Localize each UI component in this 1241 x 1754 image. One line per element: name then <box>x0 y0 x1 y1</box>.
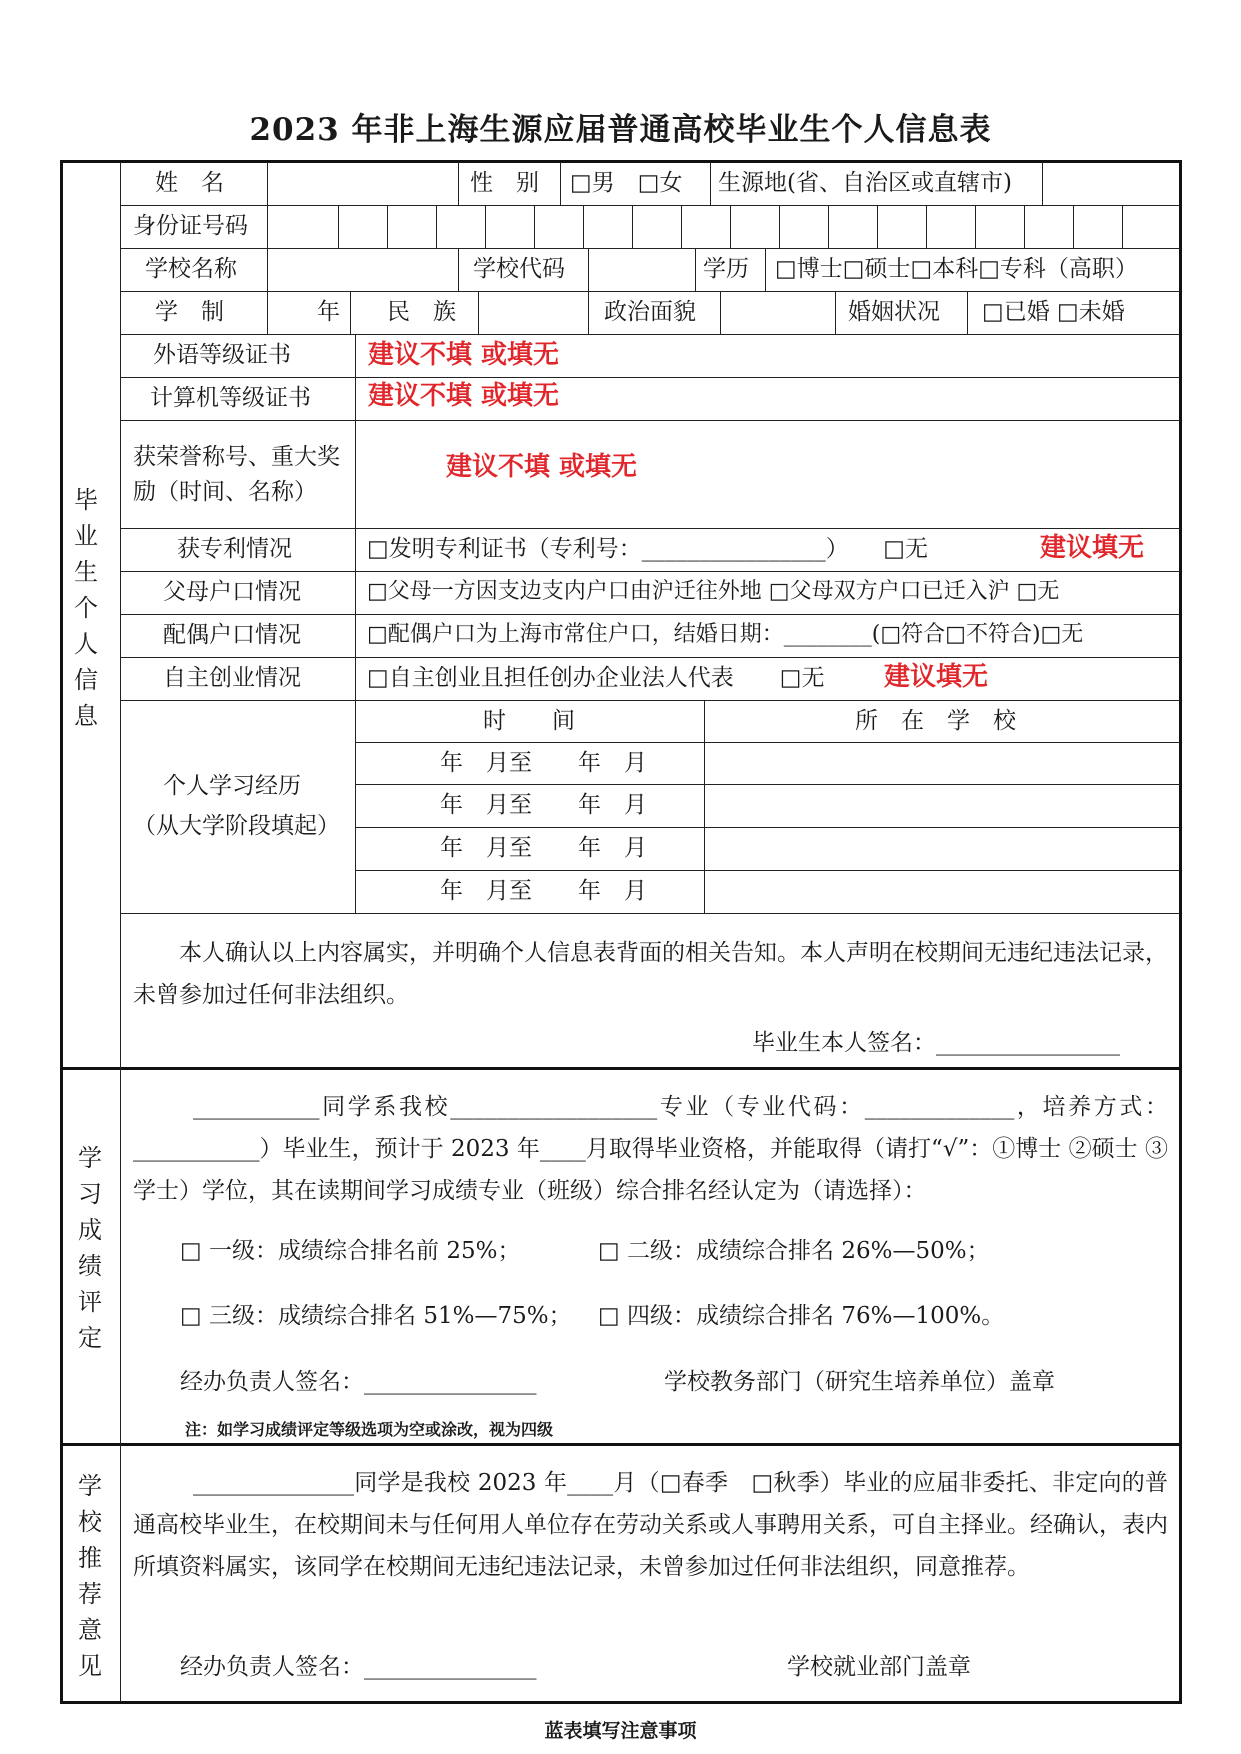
patent-label: 获专利情况 <box>177 536 292 562</box>
origin-label: 生源地(省、自治区或直辖市) <box>718 170 1012 196</box>
level3-option[interactable]: □ 三级：成绩综合排名 51%—75%； <box>180 1303 572 1329</box>
duration-label: 学 制 <box>155 299 224 325</box>
marital-options[interactable]: □已婚 □未婚 <box>982 299 1125 325</box>
political-label: 政治面貌 <box>604 299 696 325</box>
parents-hukou-value[interactable]: □父母一方因支边支内户口由沪迁往外地 □父母双方户口已迁入沪 □无 <box>367 579 1060 604</box>
study-label-line1: 个人学习经历 <box>163 773 301 799</box>
parents-hukou-label: 父母户口情况 <box>163 579 301 605</box>
name-field[interactable] <box>268 166 458 202</box>
level2-option[interactable]: □ 二级：成绩综合排名 26%—50%； <box>598 1238 990 1264</box>
computer-cert-label: 计算机等级证书 <box>150 385 311 411</box>
id-number-label: 身份证号码 <box>133 213 248 239</box>
page-title: 2023 年非上海生源应届普通高校毕业生个人信息表 <box>249 112 992 148</box>
year-unit: 年 <box>317 299 340 325</box>
level1-option[interactable]: □ 一级：成绩综合排名前 25%； <box>180 1238 521 1264</box>
time-row: 年 月至 年 月 <box>440 792 647 818</box>
section-divider <box>60 1067 1182 1070</box>
patent-hint: 建议填无 <box>1040 533 1145 563</box>
marital-label: 婚姻状况 <box>848 299 940 325</box>
school-name-label: 学校名称 <box>145 256 237 282</box>
study-label-line2: （从大学阶段填起） <box>133 813 340 839</box>
graduate-signature[interactable]: 毕业生本人签名：________________ <box>752 1030 1120 1056</box>
startup-label: 自主创业情况 <box>163 665 301 691</box>
school-code-label: 学校代码 <box>473 256 565 282</box>
recommendation-paragraph: ______________同学是我校 2023 年____月（□春季 □秋季）毕业的应届非委托、非定向的普通高校毕业生，在校期间未与任何用人单位存在劳动关系或人事聘用关系，可自主择业。经确认，表内所填资料属实，该同学在校期间无违纪违法记录，未曾参加过任何非法组织，同意推荐。 <box>133 1470 1168 1580</box>
declaration-text: 本人确认以上内容属实，并明确个人信息表背面的相关告知。本人声明在校期间无违纪违法记录，未曾参加过任何非法组织。 <box>133 940 1168 1008</box>
time-row: 年 月至 年 月 <box>440 835 647 861</box>
name-label: 姓 名 <box>155 170 224 196</box>
school-header: 所 在 学 校 <box>855 708 1016 734</box>
language-cert-hint: 建议不填 或填无 <box>368 340 560 370</box>
honors-hint: 建议不填 或填无 <box>446 452 638 482</box>
employment-stamp-label: 学校就业部门盖章 <box>787 1654 971 1680</box>
spouse-hukou-value[interactable]: □配偶户口为上海市常住户口，结婚日期：________(□符合□不符合)□无 <box>367 622 1084 647</box>
recommendation-signer[interactable]: 经办负责人签名：_______________ <box>180 1654 537 1680</box>
section-label-school-recommendation: 学 校 推 荐 意 见 <box>78 1472 102 1680</box>
footer-title: 蓝表填写注意事项 <box>544 1720 697 1742</box>
level4-option[interactable]: □ 四级：成绩综合排名 76%—100%。 <box>598 1303 1005 1329</box>
time-row: 年 月至 年 月 <box>440 750 647 776</box>
academic-signer[interactable]: 经办负责人签名：_______________ <box>180 1369 537 1395</box>
label-column-line <box>120 162 121 1702</box>
degree-options[interactable]: □博士□硕士□本科□专科（高职） <box>775 256 1138 282</box>
honors-label-line1: 获荣誉称号、重大奖 <box>133 444 340 470</box>
section-label-academic-evaluation: 学 习 成 绩 评 定 <box>78 1144 102 1352</box>
computer-cert-hint: 建议不填 或填无 <box>368 381 560 411</box>
startup-value[interactable]: □自主创业且担任创办企业法人代表 □无 <box>367 665 825 691</box>
section-label-graduate-info: 毕 业 生 个 人 信 息 <box>74 486 98 730</box>
startup-hint: 建议填无 <box>884 662 989 692</box>
time-row: 年 月至 年 月 <box>440 878 647 904</box>
patent-value[interactable]: □发明专利证书（专利号：________________） □无 <box>367 536 928 562</box>
academic-stamp-label: 学校教务部门（研究生培养单位）盖章 <box>664 1369 1055 1395</box>
honors-label-line2: 励（时间、名称） <box>133 479 317 505</box>
ethnicity-label: 民 族 <box>387 299 456 325</box>
degree-label: 学历 <box>703 256 749 282</box>
academic-evaluation-paragraph: ___________同学系我校__________________专业（专业代码：_____________，培养方式：___________）毕业生，预计于 2023 年____月取得毕业资格，并能取得（请打“√”：①博士 ②硕士 ③学士）学位，其在读期间学习成绩专业（班级）综合排名经认定为（请选择）： <box>133 1094 1168 1204</box>
gender-label: 性 别 <box>470 170 539 196</box>
gender-options[interactable]: □男 □女 <box>570 170 683 196</box>
academic-note: 注：如学习成绩评定等级选项为空或涂改，视为四级 <box>185 1420 554 1439</box>
section-divider <box>60 1443 1182 1446</box>
spouse-hukou-label: 配偶户口情况 <box>163 622 301 648</box>
time-header: 时 间 <box>483 708 575 734</box>
language-cert-label: 外语等级证书 <box>153 342 291 368</box>
